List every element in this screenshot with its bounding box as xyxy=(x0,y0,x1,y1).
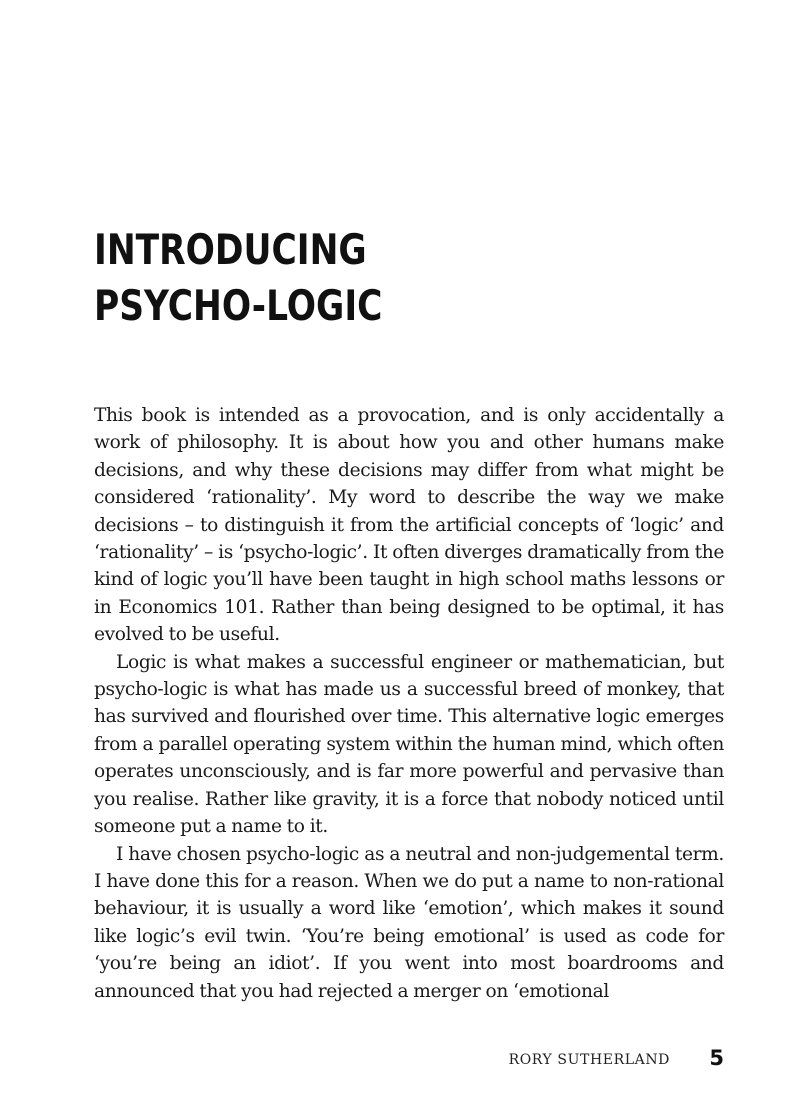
chapter-title-line-2: PSYCHO-LOGIC xyxy=(94,281,383,330)
running-head-author: RORY SUTHERLAND xyxy=(508,1052,670,1068)
paragraph-1: This book is intended as a provocation, and is only accidentally a work of philosophy. It is about how you and other humans make decisions, and why these decisions may differ from what might be considered ‘rationality’. My word to describe the way we make decisions – to distinguish it from the artificial concepts of ‘logic’ and ‘rationality’ – is ‘psycho-logic’. It often diverges dramatically from the kind of logic you’ll have been taught in high school maths lessons or in Economics 101. Rather than being designed to be optimal, it has evolved to be useful. xyxy=(94,405,724,646)
chapter-title-line-1: INTRODUCING xyxy=(94,225,367,274)
chapter-title xyxy=(94,222,382,334)
page-footer xyxy=(94,1048,724,1074)
body-text xyxy=(94,402,724,1005)
paragraph-2: Logic is what makes a successful engineer or mathematician, but psycho-logic is what has made us a successful breed of monkey, that has survived and flourished over time. This alternative logic emerges from a parallel operating system within the human mind, which often operates unconsciously, and is far more powerful and pervasive than you realise. Rather like gravity, it is a force that nobody noticed until someone put a name to it. xyxy=(94,651,724,838)
page-number: 5 xyxy=(709,1046,724,1070)
paragraph-3: I have chosen psycho-logic as a neutral and non-judgemental term. I have done this for a reason. When we do put a name to non-rational behaviour, it is usually a word like ‘emotion’, which makes it sound like logic’s evil twin. ‘You’re being emotional’ is used as code for ‘you’re being an idiot’. If you went into most boardrooms and announced that you had rejected a merger on ‘emotional xyxy=(94,843,724,1002)
